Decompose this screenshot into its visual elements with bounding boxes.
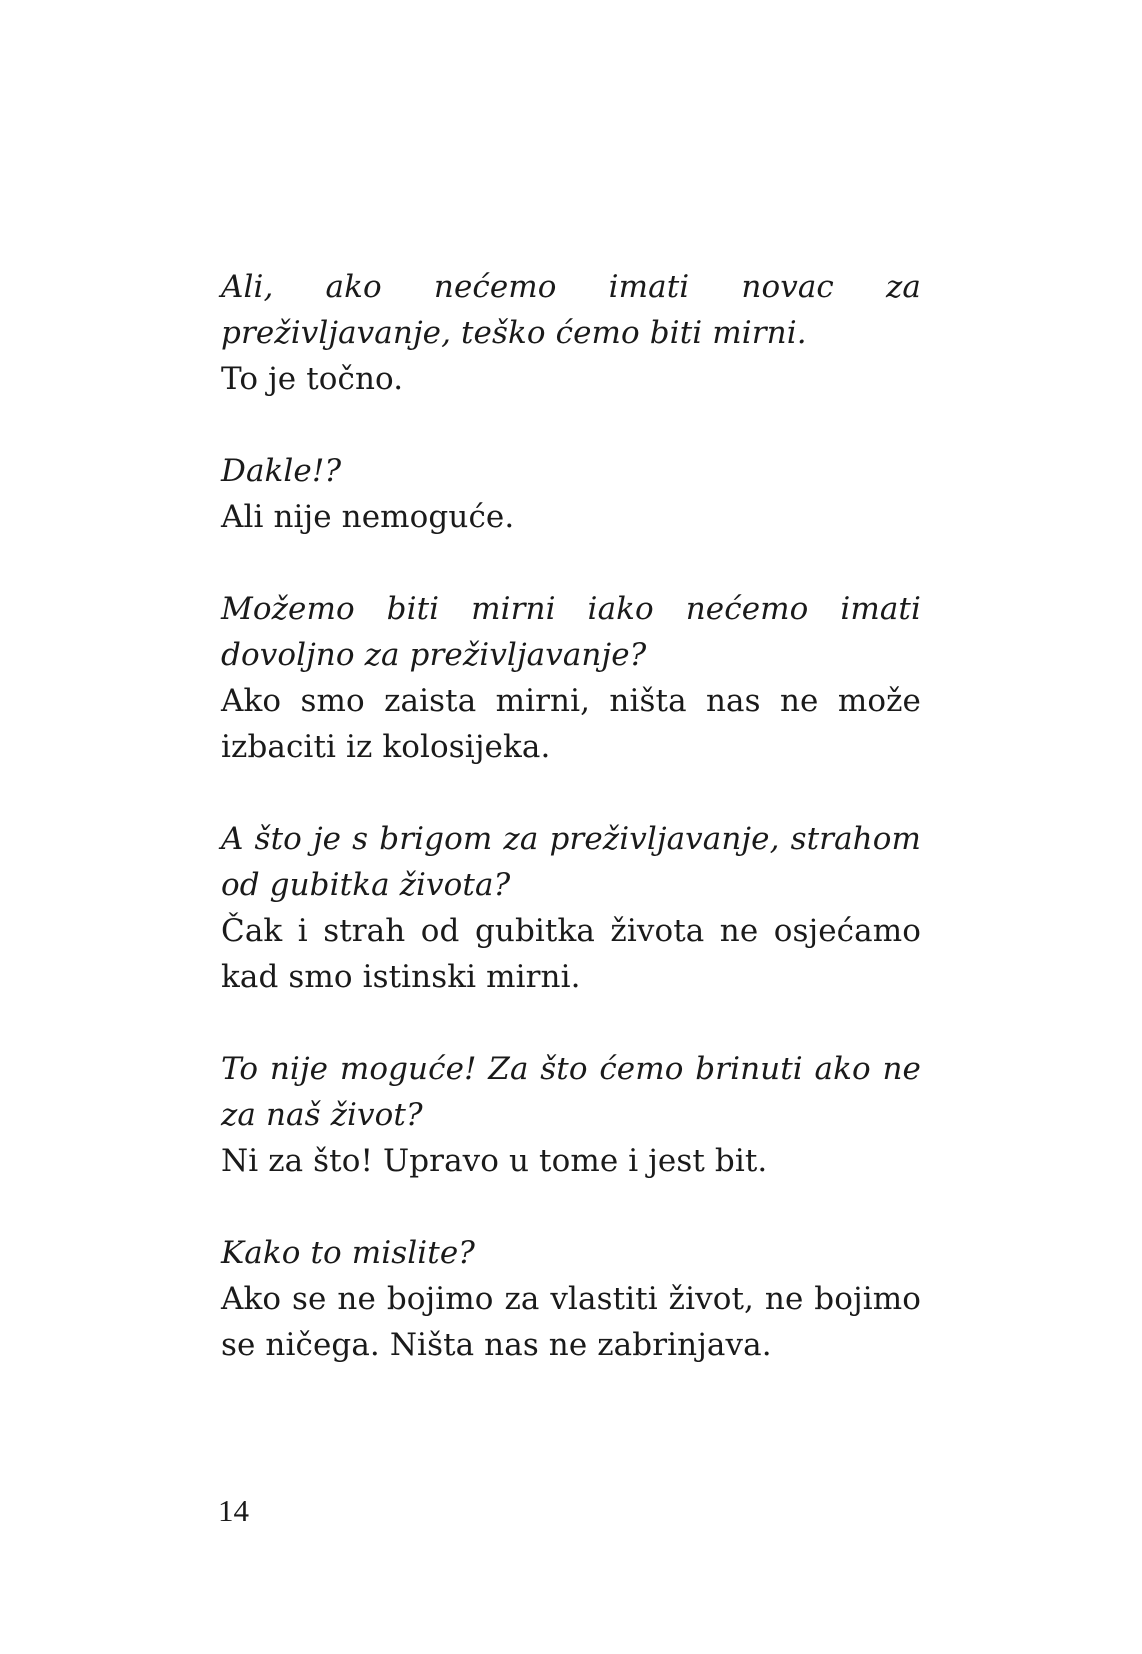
- page-text: [221, 264, 921, 1414]
- dialogue-block: [221, 816, 921, 1000]
- dialogue-block: [221, 1046, 921, 1184]
- dialogue-block: [221, 264, 921, 402]
- question-text: Dakle!?: [221, 453, 342, 489]
- answer-text: Ali nije nemoguće.: [221, 499, 515, 535]
- answer-text: Ako smo zaista mirni, ništa nas ne može izbaciti iz kolosijeka.: [221, 683, 921, 765]
- answer-text: Čak i strah od gubitka života ne osjećamo kad smo istinski mirni.: [221, 913, 921, 995]
- question-text: A što je s brigom za preživljavanje, strahom od gubitka života?: [221, 821, 921, 903]
- dialogue-block: [221, 586, 921, 770]
- answer-text: Ako se ne bojimo za vlastiti život, ne bojimo se ničega. Ništa nas ne zabrinjava.: [221, 1281, 921, 1363]
- question-text: Možemo biti mirni iako nećemo imati dovoljno za preživljavanje?: [221, 591, 921, 673]
- dialogue-block: [221, 1230, 921, 1368]
- page-number: 14: [218, 1493, 249, 1528]
- question-text: To nije moguće! Za što ćemo brinuti ako ne za naš život?: [221, 1051, 921, 1133]
- answer-text: To je točno.: [221, 361, 404, 397]
- question-text: Ali, ako nećemo imati novac za preživljavanje, teško ćemo biti mirni.: [221, 269, 921, 351]
- question-text: Kako to mislite?: [221, 1235, 475, 1271]
- answer-text: Ni za što! Upravo u tome i jest bit.: [221, 1143, 768, 1179]
- dialogue-block: [221, 448, 921, 540]
